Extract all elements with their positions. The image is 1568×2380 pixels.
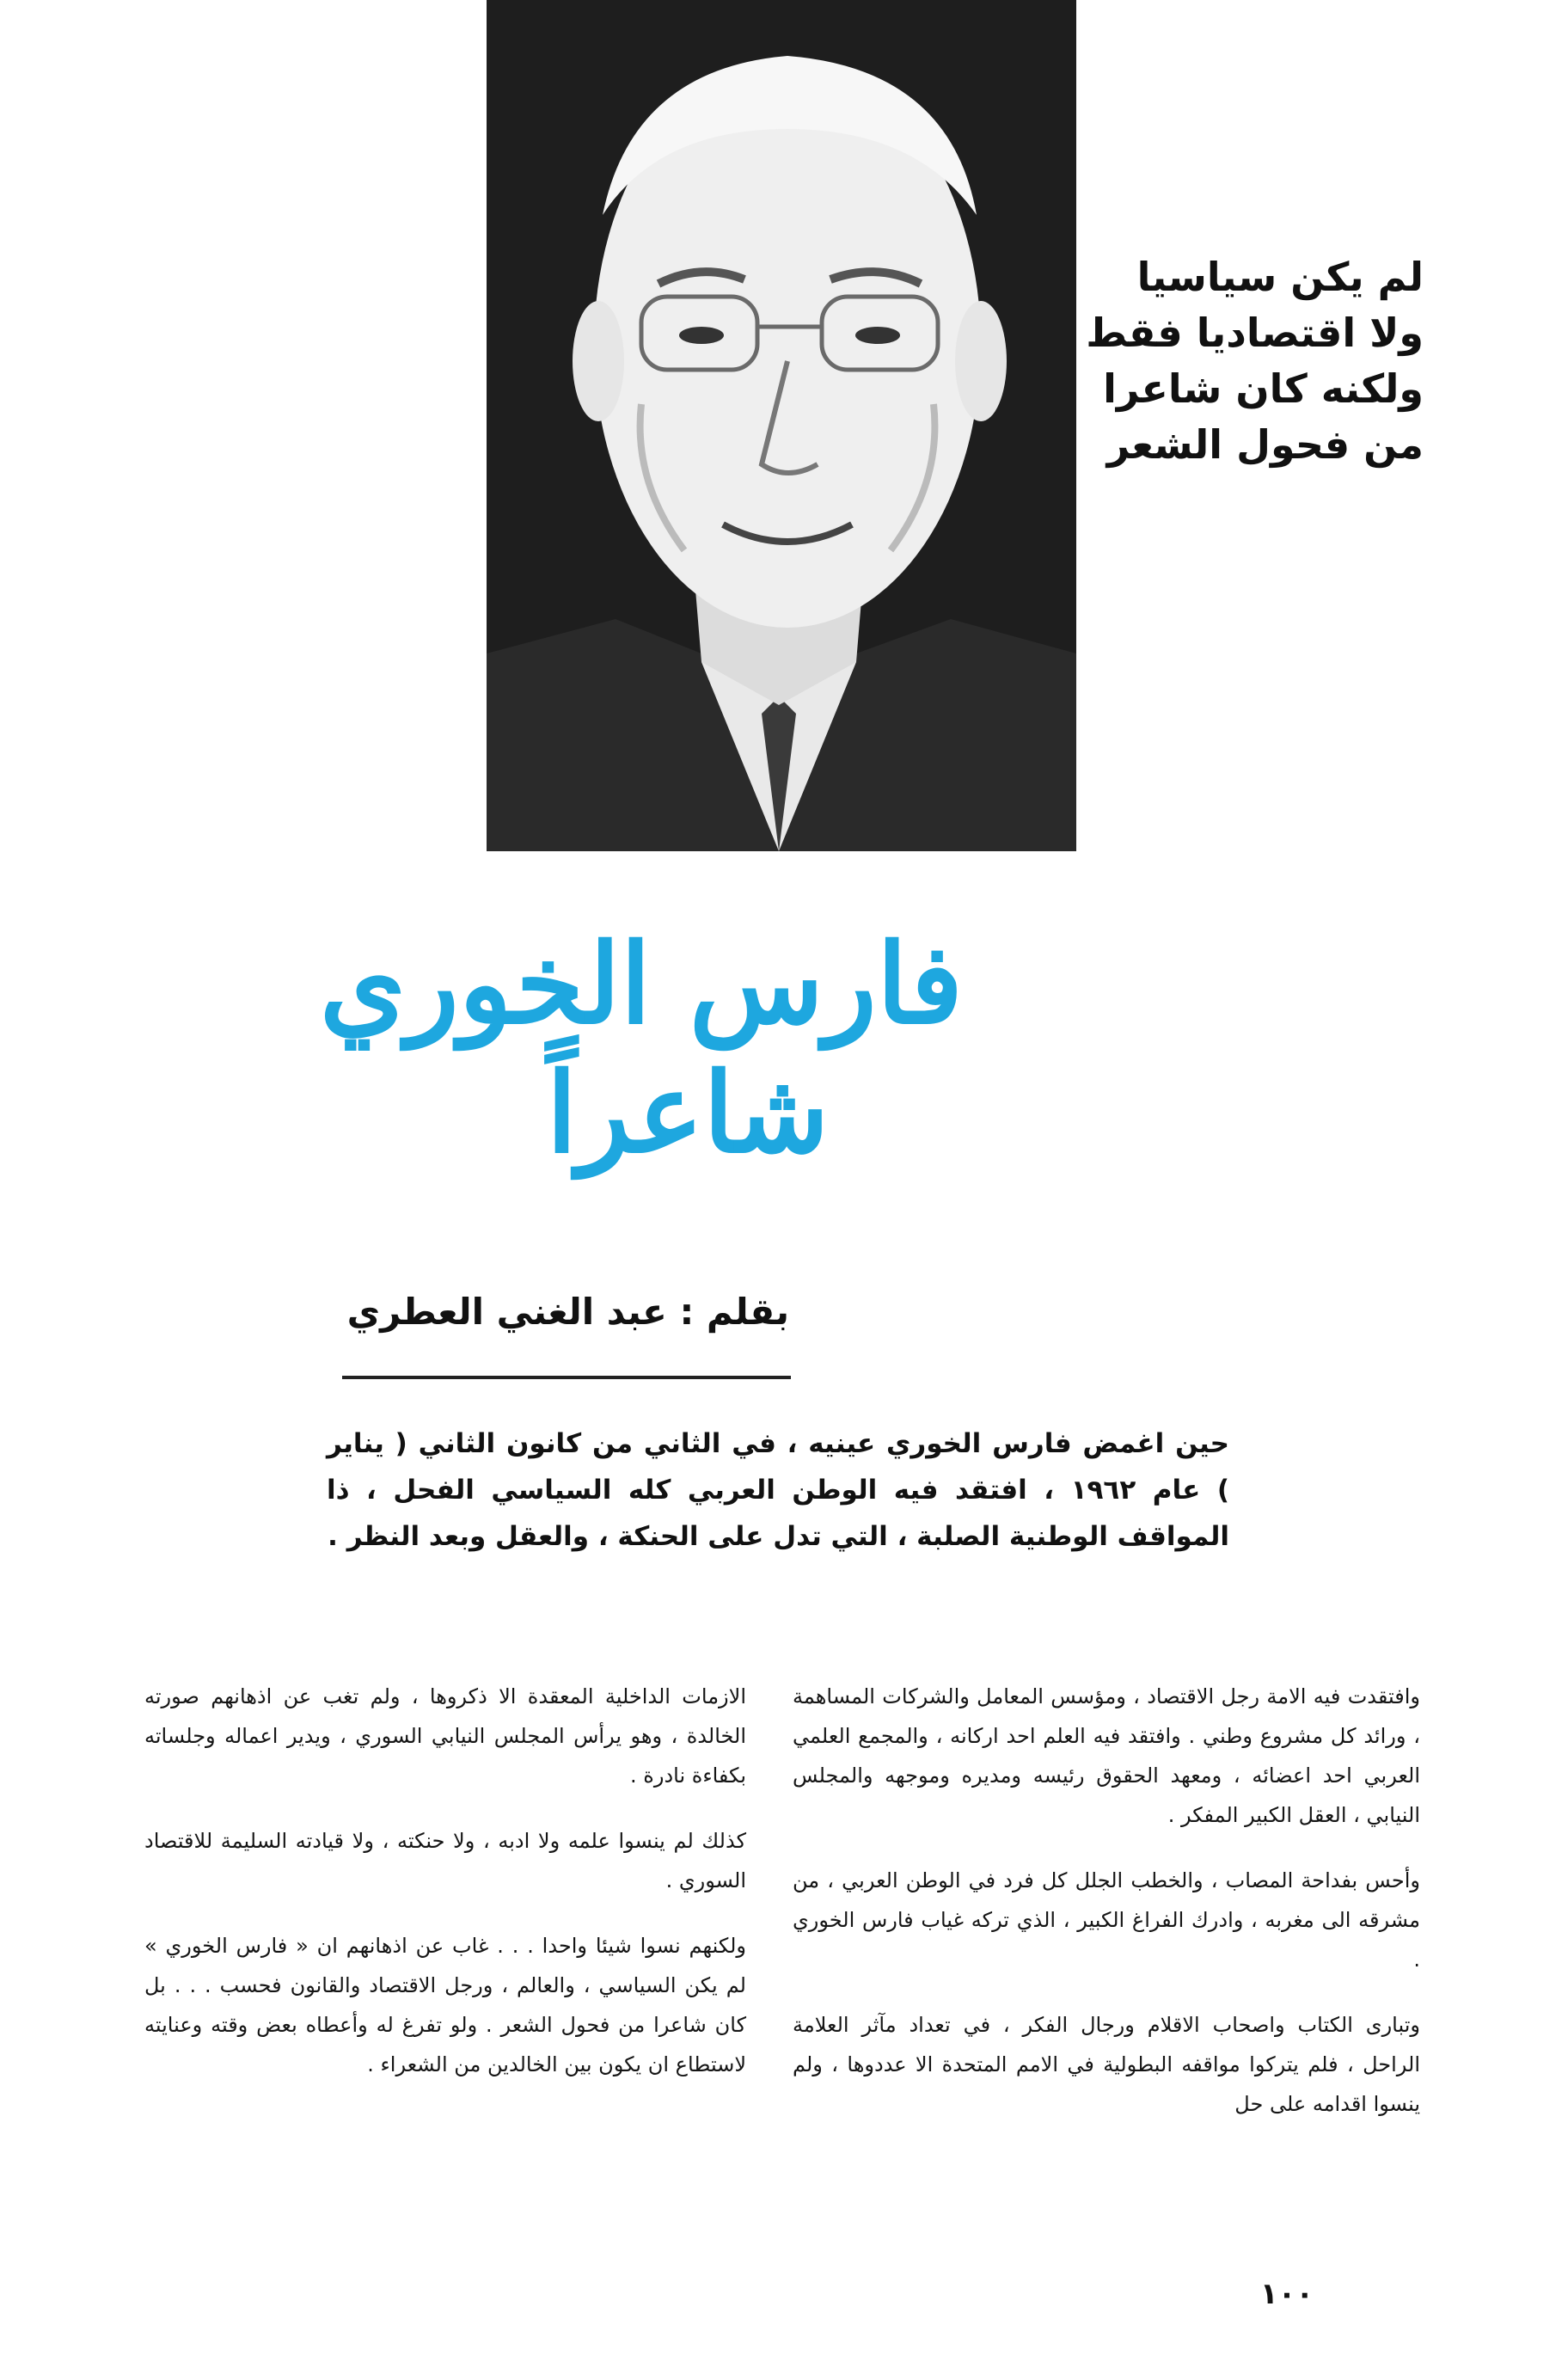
portrait-photo	[487, 0, 1076, 851]
author-byline: بقلم : عبد الغني العطري	[346, 1291, 789, 1333]
body-paragraph: وافتقدت فيه الامة رجل الاقتصاد ، ومؤسس المعامل والشركات المساهمة ، ورائد كل مشروع وطني . وافتقد فيه العلم احد اركانه ، والمجمع العلمي العربي احد اعضائه ، ومعهد الحقوق رئيسه ومديره وموجهه والمجلس النيابي ، العقل الكبير المفكر .	[793, 1684, 1420, 1827]
body-paragraph: ولكنهم نسوا شيئا واحدا . . . غاب عن اذهانهم ان « فارس الخوري » لم يكن السياسي ، والعالم ، ورجل الاقتصاد والقانون فحسب . . . بل كان شاعرا من فحول الشعر . ولو تفرغ له وأعطاه بعض وقته وعنايته لاستطاع ان يكون بين الخالدين من الشعراء .	[144, 1934, 746, 2076]
portrait-illustration	[487, 0, 1076, 851]
column-right	[793, 1677, 1420, 2150]
title-line-2: شاعراً	[546, 1049, 830, 1178]
intro-paragraph: حين اغمض فارس الخوري عينيه ، في الثاني من كانون الثاني ( يناير ) عام ١٩٦٢ ، افتقد فيه الوطن العربي كله السياسي الفحل ، ذا المواقف الوطنية الصلبة ، التي تدل على الحنكة ، والعقل وبعد النظر .	[327, 1428, 1230, 1552]
body-paragraph: وتبارى الكتاب واصحاب الاقلام ورجال الفكر ، في تعداد مآثر العلامة الراحل ، فلم يتركوا مواقفه البطولية في الامم المتحدة الا عددوها ، ولم ينسوا اقدامه على حل	[793, 2013, 1420, 2116]
title-line-1: فارس الخوري	[319, 920, 963, 1049]
body-paragraph: كذلك لم ينسوا علمه ولا ادبه ، ولا حنكته ، ولا قيادته السليمة للاقتصاد السوري .	[144, 1829, 746, 1892]
body-paragraph: الازمات الداخلية المعقدة الا ذكروها ، ولم تغب عن اذهانهم صورته الخالدة ، وهو يرأس المجلس النيابي السوري ، ويدير اعماله وجلساته بكفاءة نادرة .	[144, 1684, 746, 1788]
byline-divider	[342, 1376, 791, 1379]
pullquote	[1028, 249, 1424, 473]
pullquote-line: ولا اقتصاديا فقط	[1086, 310, 1424, 356]
pullquote-line: من فحول الشعر	[1106, 421, 1424, 468]
page-number: ١٠٠	[1259, 2277, 1314, 2311]
body-paragraph: وأحس بفداحة المصاب ، والخطب الجلل كل فرد في الوطن العربي ، من مشرقه الى مغربه ، وادرك الفراغ الكبير ، الذي تركه غياب فارس الخوري .	[793, 1868, 1420, 1972]
pullquote-line: ولكنه كان شاعرا	[1103, 365, 1424, 412]
pullquote-line: لم يكن سياسيا	[1136, 254, 1424, 300]
column-left	[144, 1677, 746, 2110]
article-title	[319, 920, 963, 1178]
